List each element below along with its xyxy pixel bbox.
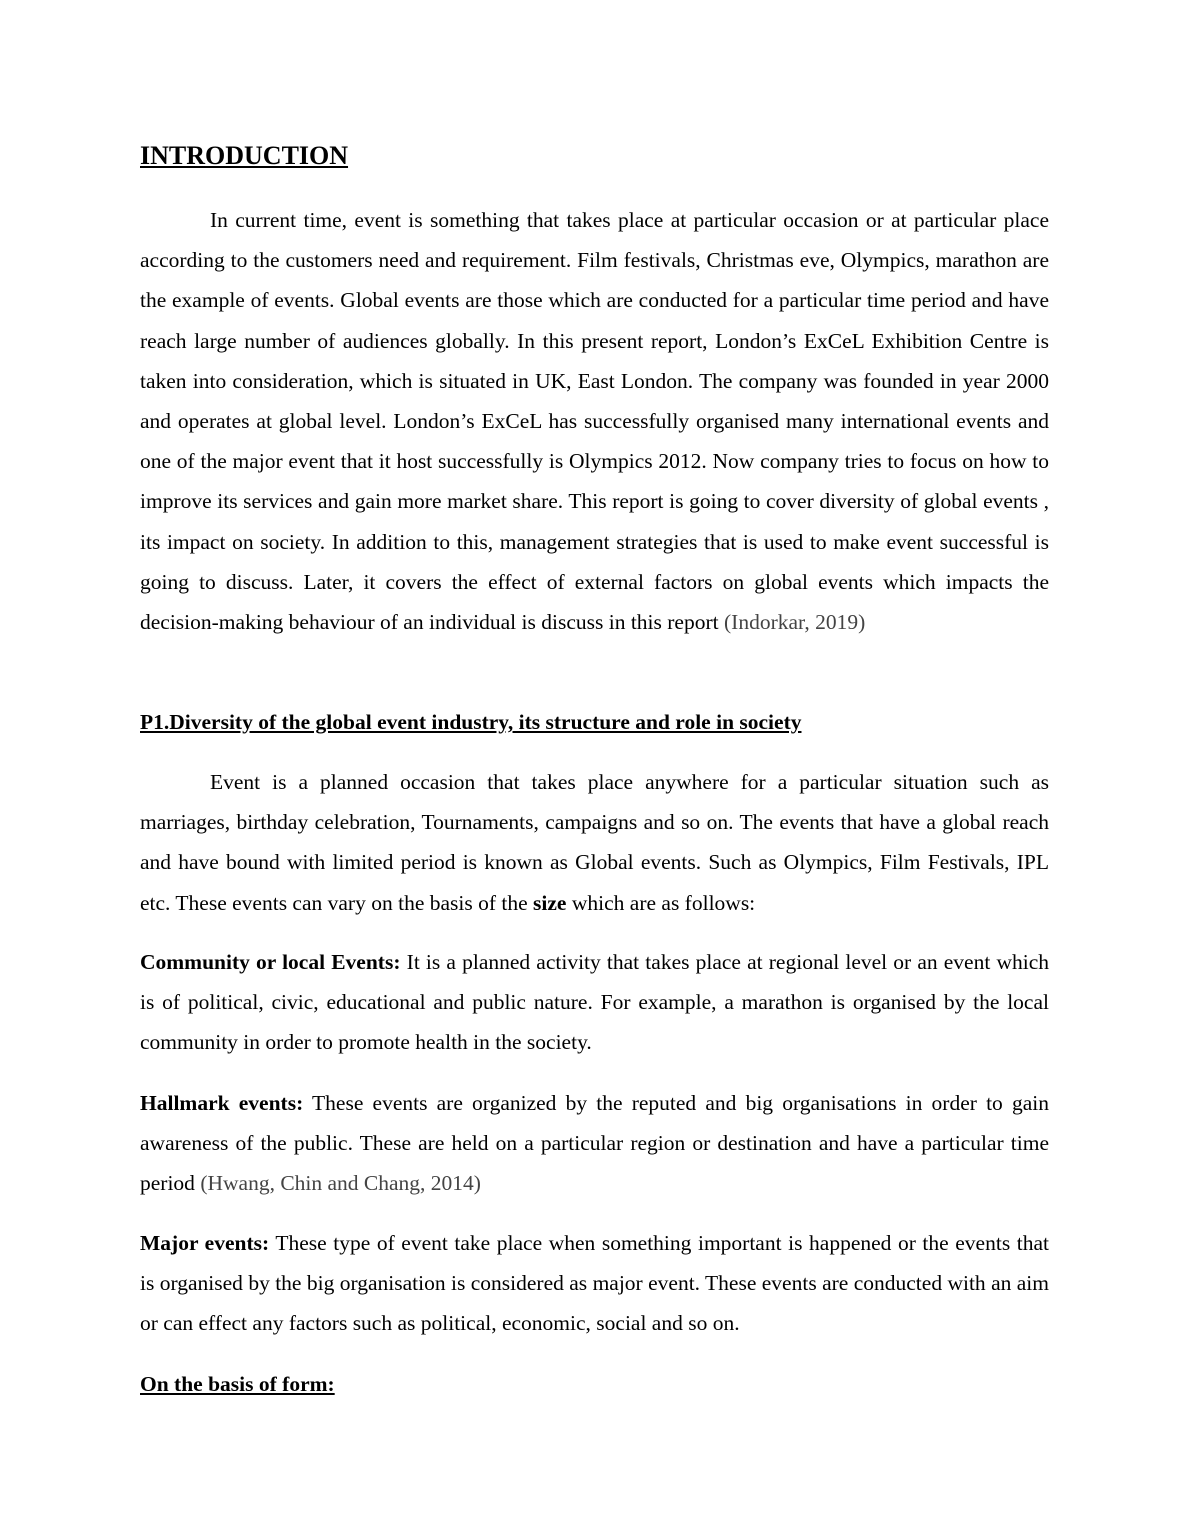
- p1-paragraph: [140, 762, 1049, 923]
- hallmark-events-text: These events are organized by the reputed and big organisations in order to gain awareness of the public. These are held on a particular region or destination and have a particular time period: [140, 1091, 1049, 1196]
- community-events-paragraph: [140, 942, 1049, 1063]
- introduction-heading: INTRODUCTION: [140, 141, 349, 170]
- major-events-paragraph: [140, 1223, 1049, 1344]
- community-events-term: Community or local Events:: [140, 950, 401, 974]
- hallmark-events-term: Hallmark events:: [140, 1091, 304, 1115]
- introduction-paragraph: [140, 200, 1049, 642]
- major-events-text: These type of event take place when something important is happened or the events that is organised by the big organisation is considered as major event. These events are conducted with an aim or can effect any factors such as political, economic, social and so on.: [140, 1231, 1049, 1336]
- introduction-text: In current time, event is something that takes place at particular occasion or at particular place according to the customers need and requirement. Film festivals, Christmas eve, Olympics, marathon are the example of events. Global events are those which are conducted for a particular time period and have reach large number of audiences globally. In this present report, London’s ExCeL Exhibition Centre is taken into consideration, which is situated in UK, East London. The company was founded in year 2000 and operates at global level. London’s ExCeL has successfully organised many international events and one of the major event that it host successfully is Olympics 2012. Now company tries to focus on how to improve its services and gain more market share. This report is going to cover diversity of global events , its impact on society. In addition to this, management strategies that is used to make event successful is going to discuss. Later, it covers the effect of external factors on global events which impacts the decision-making behaviour of an individual is discuss in this report: [140, 208, 1049, 635]
- hallmark-events-paragraph: [140, 1083, 1049, 1204]
- p1-size-keyword: size: [533, 890, 567, 915]
- form-heading: On the basis of form:: [140, 1372, 335, 1396]
- p1-text: Event is a planned occasion that takes place anywhere for a particular situation such as marriages, birthday celebration, Tournaments, campaigns and so on. The events that have a global reach and have bound with limited period is known as Global events. Such as Olympics, Film Festivals, IPL etc. These events can vary on the basis of the: [140, 770, 1049, 915]
- community-events-text: It is a planned activity that takes place at regional level or an event which is of political, civic, educational and public nature. For example, a marathon is organised by the local community in order to promote health in the society.: [140, 950, 1050, 1055]
- p1-heading: P1.Diversity of the global event industry, its structure and role in society: [140, 710, 802, 734]
- introduction-citation: (Indorkar, 2019): [724, 610, 866, 635]
- major-events-term: Major events:: [140, 1231, 270, 1255]
- p1-text-end: which are as follows:: [571, 890, 756, 915]
- hallmark-citation: (Hwang, Chin and Chang, 2014): [200, 1171, 481, 1196]
